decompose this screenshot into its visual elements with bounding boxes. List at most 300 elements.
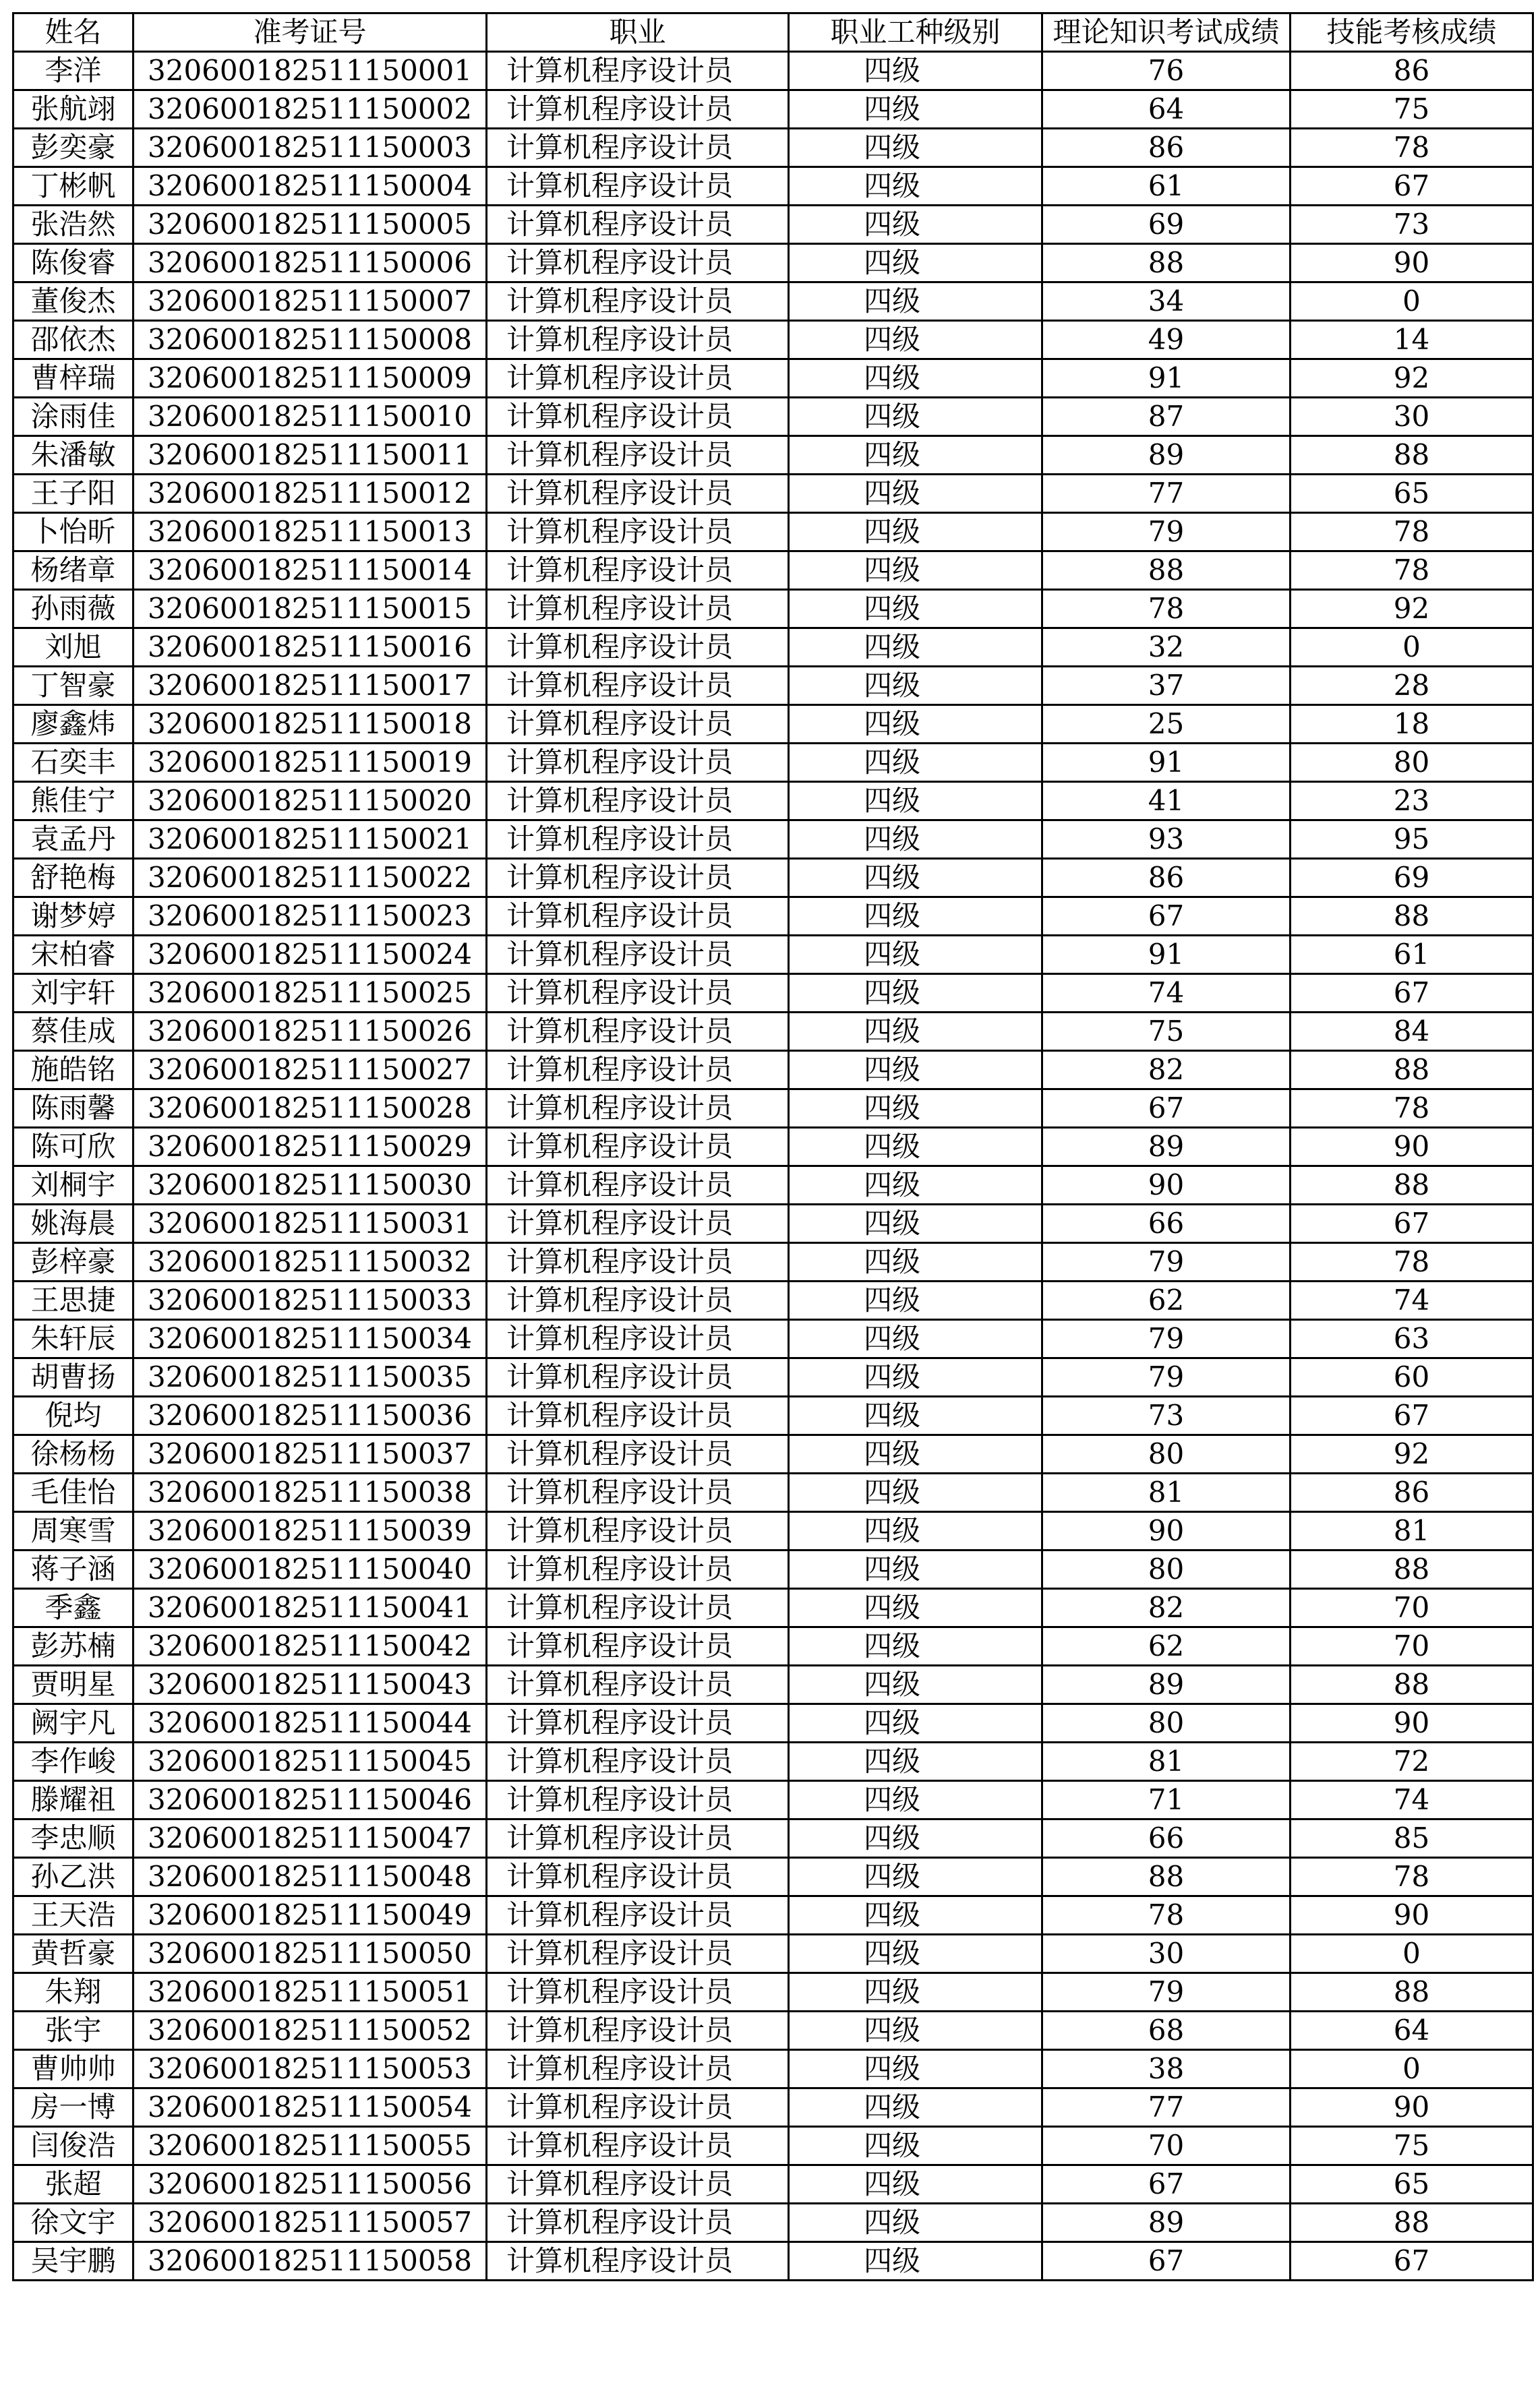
table-row (13, 2012, 1533, 2050)
cell-name: 熊佳宁 (13, 782, 134, 820)
cell-occupation: 计算机程序设计员 (487, 744, 789, 782)
cell-level: 四级 (789, 667, 1042, 705)
cell-theory-score: 61 (1042, 167, 1291, 206)
table-row (13, 1973, 1533, 2012)
cell-level: 四级 (789, 1435, 1042, 1474)
cell-skill-score: 86 (1291, 1474, 1533, 1512)
table-row (13, 1128, 1533, 1166)
table-row (13, 398, 1533, 436)
cell-skill-score: 81 (1291, 1512, 1533, 1551)
cell-name: 倪均 (13, 1397, 134, 1435)
cell-level: 四级 (789, 1666, 1042, 1704)
cell-occupation: 计算机程序设计员 (487, 590, 789, 628)
cell-exam-id: 320600182511150034 (134, 1320, 487, 1358)
cell-level: 四级 (789, 206, 1042, 244)
header-occupation: 职业 (487, 13, 789, 52)
cell-name: 陈俊睿 (13, 244, 134, 282)
cell-level: 四级 (789, 1358, 1042, 1397)
cell-occupation: 计算机程序设计员 (487, 1666, 789, 1704)
cell-level: 四级 (789, 2165, 1042, 2204)
cell-skill-score: 61 (1291, 936, 1533, 974)
cell-occupation: 计算机程序设计员 (487, 2012, 789, 2050)
cell-name: 房一博 (13, 2088, 134, 2127)
cell-occupation: 计算机程序设计员 (487, 551, 789, 590)
cell-exam-id: 320600182511150038 (134, 1474, 487, 1512)
table-row (13, 1013, 1533, 1051)
table-row (13, 1205, 1533, 1243)
cell-theory-score: 88 (1042, 551, 1291, 590)
cell-occupation: 计算机程序设计员 (487, 2242, 789, 2281)
cell-exam-id: 320600182511150054 (134, 2088, 487, 2127)
cell-occupation: 计算机程序设计员 (487, 1935, 789, 1973)
cell-exam-id: 320600182511150002 (134, 90, 487, 129)
cell-skill-score: 92 (1291, 590, 1533, 628)
cell-level: 四级 (789, 1589, 1042, 1627)
table-row (13, 2088, 1533, 2127)
cell-skill-score: 78 (1291, 1858, 1533, 1896)
cell-name: 王天浩 (13, 1896, 134, 1935)
cell-exam-id: 320600182511150010 (134, 398, 487, 436)
cell-occupation: 计算机程序设计员 (487, 859, 789, 897)
cell-theory-score: 79 (1042, 513, 1291, 551)
cell-theory-score: 75 (1042, 1013, 1291, 1051)
cell-exam-id: 320600182511150042 (134, 1627, 487, 1666)
cell-level: 四级 (789, 705, 1042, 744)
cell-name: 杨绪章 (13, 551, 134, 590)
cell-exam-id: 320600182511150027 (134, 1051, 487, 1089)
cell-exam-id: 320600182511150011 (134, 436, 487, 475)
cell-skill-score: 85 (1291, 1819, 1533, 1858)
cell-skill-score: 67 (1291, 2242, 1533, 2281)
cell-level: 四级 (789, 2050, 1042, 2088)
table-row (13, 321, 1533, 359)
cell-exam-id: 320600182511150007 (134, 282, 487, 321)
cell-name: 袁孟丹 (13, 820, 134, 859)
table-row (13, 1358, 1533, 1397)
cell-exam-id: 320600182511150006 (134, 244, 487, 282)
cell-exam-id: 320600182511150029 (134, 1128, 487, 1166)
table-row (13, 513, 1533, 551)
cell-exam-id: 320600182511150024 (134, 936, 487, 974)
cell-exam-id: 320600182511150026 (134, 1013, 487, 1051)
table-row (13, 1935, 1533, 1973)
cell-occupation: 计算机程序设计员 (487, 282, 789, 321)
cell-level: 四级 (789, 2127, 1042, 2165)
table-row (13, 1166, 1533, 1205)
cell-occupation: 计算机程序设计员 (487, 1243, 789, 1282)
cell-name: 季鑫 (13, 1589, 134, 1627)
cell-name: 彭奕豪 (13, 129, 134, 167)
cell-occupation: 计算机程序设计员 (487, 2204, 789, 2242)
table-body (13, 52, 1533, 2281)
cell-theory-score: 89 (1042, 1128, 1291, 1166)
cell-skill-score: 78 (1291, 129, 1533, 167)
cell-name: 陈雨馨 (13, 1089, 134, 1128)
table-row (13, 1743, 1533, 1781)
table-row (13, 2165, 1533, 2204)
cell-exam-id: 320600182511150014 (134, 551, 487, 590)
cell-name: 廖鑫炜 (13, 705, 134, 744)
cell-theory-score: 68 (1042, 2012, 1291, 2050)
cell-exam-id: 320600182511150053 (134, 2050, 487, 2088)
cell-exam-id: 320600182511150036 (134, 1397, 487, 1435)
cell-skill-score: 88 (1291, 1973, 1533, 2012)
cell-level: 四级 (789, 1205, 1042, 1243)
cell-skill-score: 90 (1291, 2088, 1533, 2127)
table-row (13, 1474, 1533, 1512)
table-row (13, 1551, 1533, 1589)
cell-level: 四级 (789, 436, 1042, 475)
cell-level: 四级 (789, 744, 1042, 782)
table-row (13, 1858, 1533, 1896)
table-row (13, 2204, 1533, 2242)
cell-level: 四级 (789, 1743, 1042, 1781)
cell-level: 四级 (789, 1627, 1042, 1666)
table-row (13, 936, 1533, 974)
cell-name: 刘桐宇 (13, 1166, 134, 1205)
table-row (13, 551, 1533, 590)
cell-theory-score: 32 (1042, 628, 1291, 667)
cell-skill-score: 64 (1291, 2012, 1533, 2050)
cell-exam-id: 320600182511150051 (134, 1973, 487, 2012)
cell-theory-score: 80 (1042, 1551, 1291, 1589)
cell-name: 邵依杰 (13, 321, 134, 359)
table-row (13, 628, 1533, 667)
cell-name: 舒艳梅 (13, 859, 134, 897)
table-row (13, 129, 1533, 167)
cell-level: 四级 (789, 1474, 1042, 1512)
cell-level: 四级 (789, 1320, 1042, 1358)
cell-exam-id: 320600182511150041 (134, 1589, 487, 1627)
cell-name: 毛佳怡 (13, 1474, 134, 1512)
cell-exam-id: 320600182511150047 (134, 1819, 487, 1858)
table-row (13, 90, 1533, 129)
cell-theory-score: 81 (1042, 1474, 1291, 1512)
table-row (13, 1512, 1533, 1551)
cell-skill-score: 84 (1291, 1013, 1533, 1051)
cell-occupation: 计算机程序设计员 (487, 513, 789, 551)
cell-exam-id: 320600182511150056 (134, 2165, 487, 2204)
cell-occupation: 计算机程序设计员 (487, 1896, 789, 1935)
cell-exam-id: 320600182511150058 (134, 2242, 487, 2281)
cell-theory-score: 69 (1042, 206, 1291, 244)
header-theory-score: 理论知识考试成绩 (1042, 13, 1291, 52)
cell-occupation: 计算机程序设计员 (487, 167, 789, 206)
cell-theory-score: 81 (1042, 1743, 1291, 1781)
cell-theory-score: 89 (1042, 436, 1291, 475)
cell-exam-id: 320600182511150015 (134, 590, 487, 628)
table-row (13, 1051, 1533, 1089)
cell-exam-id: 320600182511150050 (134, 1935, 487, 1973)
table-row (13, 475, 1533, 513)
cell-theory-score: 89 (1042, 2204, 1291, 2242)
table-row (13, 1819, 1533, 1858)
cell-name: 阙宇凡 (13, 1704, 134, 1743)
cell-skill-score: 88 (1291, 436, 1533, 475)
cell-level: 四级 (789, 282, 1042, 321)
cell-level: 四级 (789, 1013, 1042, 1051)
cell-theory-score: 78 (1042, 590, 1291, 628)
cell-level: 四级 (789, 859, 1042, 897)
table-row (13, 1896, 1533, 1935)
cell-skill-score: 65 (1291, 475, 1533, 513)
cell-theory-score: 70 (1042, 2127, 1291, 2165)
cell-exam-id: 320600182511150012 (134, 475, 487, 513)
cell-skill-score: 28 (1291, 667, 1533, 705)
cell-exam-id: 320600182511150005 (134, 206, 487, 244)
cell-name: 朱轩辰 (13, 1320, 134, 1358)
cell-theory-score: 73 (1042, 1397, 1291, 1435)
cell-exam-id: 320600182511150046 (134, 1781, 487, 1819)
cell-level: 四级 (789, 513, 1042, 551)
cell-name: 卜怡昕 (13, 513, 134, 551)
header-skill-score: 技能考核成绩 (1291, 13, 1533, 52)
cell-occupation: 计算机程序设计员 (487, 1320, 789, 1358)
cell-name: 石奕丰 (13, 744, 134, 782)
cell-exam-id: 320600182511150019 (134, 744, 487, 782)
cell-theory-score: 77 (1042, 2088, 1291, 2127)
cell-skill-score: 23 (1291, 782, 1533, 820)
cell-level: 四级 (789, 1551, 1042, 1589)
cell-occupation: 计算机程序设计员 (487, 1858, 789, 1896)
cell-theory-score: 88 (1042, 244, 1291, 282)
cell-name: 朱翔 (13, 1973, 134, 2012)
table-row (13, 1781, 1533, 1819)
cell-exam-id: 320600182511150022 (134, 859, 487, 897)
cell-occupation: 计算机程序设计员 (487, 705, 789, 744)
cell-name: 徐杨杨 (13, 1435, 134, 1474)
cell-skill-score: 14 (1291, 321, 1533, 359)
cell-skill-score: 88 (1291, 1666, 1533, 1704)
cell-exam-id: 320600182511150033 (134, 1282, 487, 1320)
cell-theory-score: 82 (1042, 1051, 1291, 1089)
cell-occupation: 计算机程序设计员 (487, 1743, 789, 1781)
cell-level: 四级 (789, 1243, 1042, 1282)
cell-name: 彭梓豪 (13, 1243, 134, 1282)
cell-theory-score: 41 (1042, 782, 1291, 820)
cell-occupation: 计算机程序设计员 (487, 129, 789, 167)
cell-theory-score: 67 (1042, 1089, 1291, 1128)
cell-theory-score: 91 (1042, 744, 1291, 782)
cell-exam-id: 320600182511150049 (134, 1896, 487, 1935)
cell-occupation: 计算机程序设计员 (487, 398, 789, 436)
cell-name: 贾明星 (13, 1666, 134, 1704)
table-row (13, 244, 1533, 282)
cell-occupation: 计算机程序设计员 (487, 436, 789, 475)
cell-skill-score: 74 (1291, 1282, 1533, 1320)
cell-theory-score: 86 (1042, 859, 1291, 897)
cell-level: 四级 (789, 2088, 1042, 2127)
cell-occupation: 计算机程序设计员 (487, 1051, 789, 1089)
table-row (13, 52, 1533, 90)
cell-skill-score: 67 (1291, 1397, 1533, 1435)
cell-theory-score: 88 (1042, 1858, 1291, 1896)
cell-level: 四级 (789, 1819, 1042, 1858)
cell-occupation: 计算机程序设计员 (487, 359, 789, 398)
cell-skill-score: 78 (1291, 1243, 1533, 1282)
cell-name: 陈可欣 (13, 1128, 134, 1166)
cell-theory-score: 67 (1042, 2165, 1291, 2204)
table-row (13, 590, 1533, 628)
cell-occupation: 计算机程序设计员 (487, 1205, 789, 1243)
cell-occupation: 计算机程序设计员 (487, 782, 789, 820)
cell-exam-id: 320600182511150044 (134, 1704, 487, 1743)
cell-occupation: 计算机程序设计员 (487, 1435, 789, 1474)
cell-level: 四级 (789, 897, 1042, 936)
cell-exam-id: 320600182511150030 (134, 1166, 487, 1205)
cell-theory-score: 66 (1042, 1819, 1291, 1858)
cell-name: 胡曹扬 (13, 1358, 134, 1397)
cell-occupation: 计算机程序设计员 (487, 1551, 789, 1589)
cell-level: 四级 (789, 820, 1042, 859)
cell-skill-score: 80 (1291, 744, 1533, 782)
cell-skill-score: 88 (1291, 2204, 1533, 2242)
cell-theory-score: 79 (1042, 1243, 1291, 1282)
cell-name: 张浩然 (13, 206, 134, 244)
cell-exam-id: 320600182511150016 (134, 628, 487, 667)
cell-skill-score: 74 (1291, 1781, 1533, 1819)
cell-name: 蔡佳成 (13, 1013, 134, 1051)
table-row (13, 1704, 1533, 1743)
table-row (13, 206, 1533, 244)
cell-skill-score: 63 (1291, 1320, 1533, 1358)
cell-occupation: 计算机程序设计员 (487, 1013, 789, 1051)
cell-skill-score: 70 (1291, 1589, 1533, 1627)
cell-theory-score: 74 (1042, 974, 1291, 1013)
cell-level: 四级 (789, 1512, 1042, 1551)
cell-name: 涂雨佳 (13, 398, 134, 436)
cell-level: 四级 (789, 1935, 1042, 1973)
table-row (13, 897, 1533, 936)
cell-theory-score: 79 (1042, 1973, 1291, 2012)
cell-skill-score: 88 (1291, 1551, 1533, 1589)
header-exam-id: 准考证号 (134, 13, 487, 52)
cell-name: 黄哲豪 (13, 1935, 134, 1973)
cell-level: 四级 (789, 628, 1042, 667)
cell-name: 王思捷 (13, 1282, 134, 1320)
cell-name: 施皓铭 (13, 1051, 134, 1089)
cell-exam-id: 320600182511150013 (134, 513, 487, 551)
cell-name: 滕耀祖 (13, 1781, 134, 1819)
cell-skill-score: 18 (1291, 705, 1533, 744)
cell-theory-score: 91 (1042, 936, 1291, 974)
cell-skill-score: 90 (1291, 244, 1533, 282)
cell-skill-score: 78 (1291, 551, 1533, 590)
cell-occupation: 计算机程序设计员 (487, 90, 789, 129)
cell-occupation: 计算机程序设计员 (487, 1282, 789, 1320)
cell-name: 彭苏楠 (13, 1627, 134, 1666)
table-row (13, 667, 1533, 705)
cell-level: 四级 (789, 1166, 1042, 1205)
cell-skill-score: 78 (1291, 1089, 1533, 1128)
cell-level: 四级 (789, 167, 1042, 206)
cell-level: 四级 (789, 321, 1042, 359)
cell-level: 四级 (789, 2204, 1042, 2242)
cell-occupation: 计算机程序设计员 (487, 628, 789, 667)
cell-theory-score: 37 (1042, 667, 1291, 705)
cell-exam-id: 320600182511150031 (134, 1205, 487, 1243)
cell-skill-score: 88 (1291, 1166, 1533, 1205)
cell-name: 李作峻 (13, 1743, 134, 1781)
table-row (13, 859, 1533, 897)
cell-level: 四级 (789, 551, 1042, 590)
cell-theory-score: 67 (1042, 2242, 1291, 2281)
cell-name: 刘宇轩 (13, 974, 134, 1013)
cell-skill-score: 30 (1291, 398, 1533, 436)
cell-occupation: 计算机程序设计员 (487, 1474, 789, 1512)
cell-theory-score: 62 (1042, 1627, 1291, 1666)
table-row (13, 782, 1533, 820)
cell-level: 四级 (789, 782, 1042, 820)
cell-name: 李忠顺 (13, 1819, 134, 1858)
cell-skill-score: 95 (1291, 820, 1533, 859)
cell-theory-score: 87 (1042, 398, 1291, 436)
table-row (13, 359, 1533, 398)
header-name: 姓名 (13, 13, 134, 52)
cell-name: 丁智豪 (13, 667, 134, 705)
cell-level: 四级 (789, 1896, 1042, 1935)
cell-exam-id: 320600182511150035 (134, 1358, 487, 1397)
cell-theory-score: 82 (1042, 1589, 1291, 1627)
cell-occupation: 计算机程序设计员 (487, 1512, 789, 1551)
cell-level: 四级 (789, 244, 1042, 282)
cell-name: 丁彬帆 (13, 167, 134, 206)
cell-occupation: 计算机程序设计员 (487, 2088, 789, 2127)
table-row (13, 2127, 1533, 2165)
cell-occupation: 计算机程序设计员 (487, 1589, 789, 1627)
cell-level: 四级 (789, 1858, 1042, 1896)
cell-skill-score: 0 (1291, 282, 1533, 321)
cell-occupation: 计算机程序设计员 (487, 1089, 789, 1128)
cell-skill-score: 92 (1291, 359, 1533, 398)
cell-occupation: 计算机程序设计员 (487, 244, 789, 282)
cell-skill-score: 70 (1291, 1627, 1533, 1666)
table-row (13, 2050, 1533, 2088)
cell-theory-score: 25 (1042, 705, 1291, 744)
table-row (13, 1397, 1533, 1435)
cell-skill-score: 73 (1291, 206, 1533, 244)
table-row (13, 2242, 1533, 2281)
cell-skill-score: 60 (1291, 1358, 1533, 1397)
cell-exam-id: 320600182511150032 (134, 1243, 487, 1282)
cell-level: 四级 (789, 359, 1042, 398)
cell-occupation: 计算机程序设计员 (487, 1704, 789, 1743)
header-level: 职业工种级别 (789, 13, 1042, 52)
cell-name: 蒋子涵 (13, 1551, 134, 1589)
cell-theory-score: 91 (1042, 359, 1291, 398)
cell-name: 孙乙洪 (13, 1858, 134, 1896)
cell-exam-id: 320600182511150020 (134, 782, 487, 820)
cell-skill-score: 65 (1291, 2165, 1533, 2204)
cell-skill-score: 90 (1291, 1896, 1533, 1935)
cell-skill-score: 0 (1291, 1935, 1533, 1973)
cell-occupation: 计算机程序设计员 (487, 1128, 789, 1166)
cell-level: 四级 (789, 1973, 1042, 2012)
cell-theory-score: 76 (1042, 52, 1291, 90)
cell-theory-score: 67 (1042, 897, 1291, 936)
cell-name: 孙雨薇 (13, 590, 134, 628)
cell-name: 曹帅帅 (13, 2050, 134, 2088)
cell-level: 四级 (789, 590, 1042, 628)
cell-exam-id: 320600182511150048 (134, 1858, 487, 1896)
cell-name: 徐文宇 (13, 2204, 134, 2242)
cell-occupation: 计算机程序设计员 (487, 667, 789, 705)
cell-exam-id: 320600182511150004 (134, 167, 487, 206)
table-row (13, 282, 1533, 321)
cell-level: 四级 (789, 1704, 1042, 1743)
cell-exam-id: 320600182511150001 (134, 52, 487, 90)
cell-name: 闫俊浩 (13, 2127, 134, 2165)
